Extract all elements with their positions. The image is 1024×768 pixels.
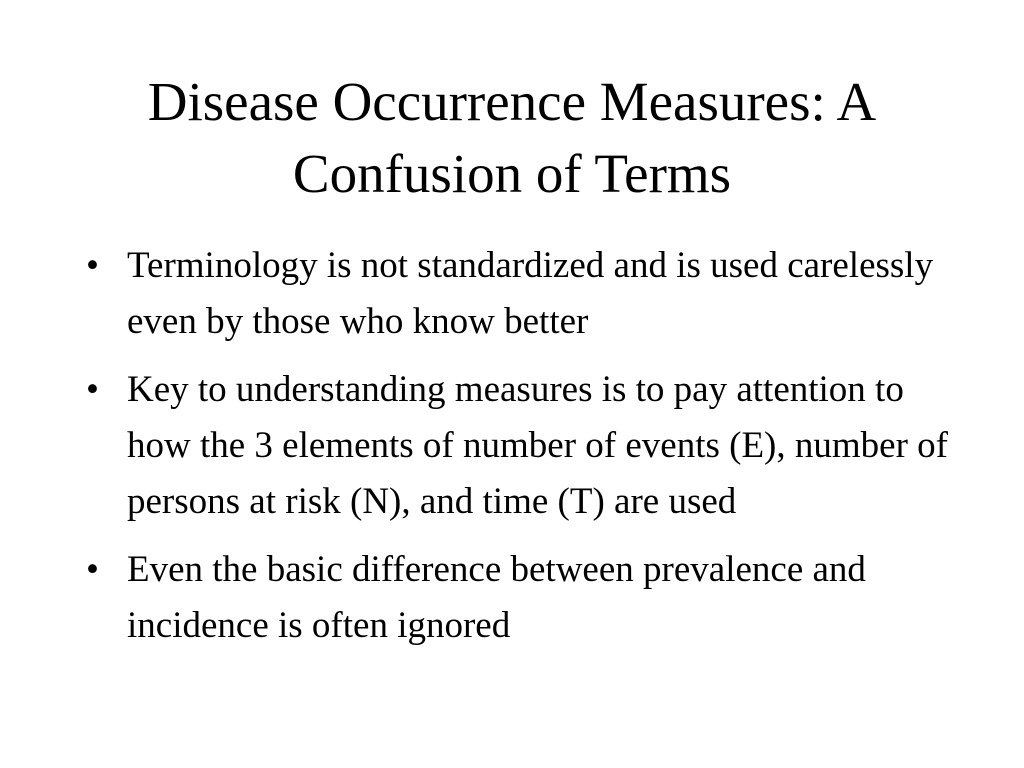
bullet-icon: •	[86, 369, 99, 410]
bullet-item	[86, 238, 956, 350]
bullet-item	[86, 362, 956, 530]
bullet-icon: •	[86, 245, 99, 286]
bullet-text: Even the basic difference between prevalence and incidence is often ignored	[127, 549, 866, 646]
bullet-icon: •	[86, 549, 99, 590]
bullet-text: Terminology is not standardized and is used carelessly even by those who know better	[127, 245, 934, 342]
bullet-list	[86, 238, 956, 666]
bullet-item	[86, 542, 956, 654]
bullet-text: Key to understanding measures is to pay attention to how the 3 elements of number of events (E), number of persons at risk (N), and time (T) are used	[127, 369, 948, 522]
slide-title: Disease Occurrence Measures: A Confusion of Terms	[147, 71, 877, 204]
